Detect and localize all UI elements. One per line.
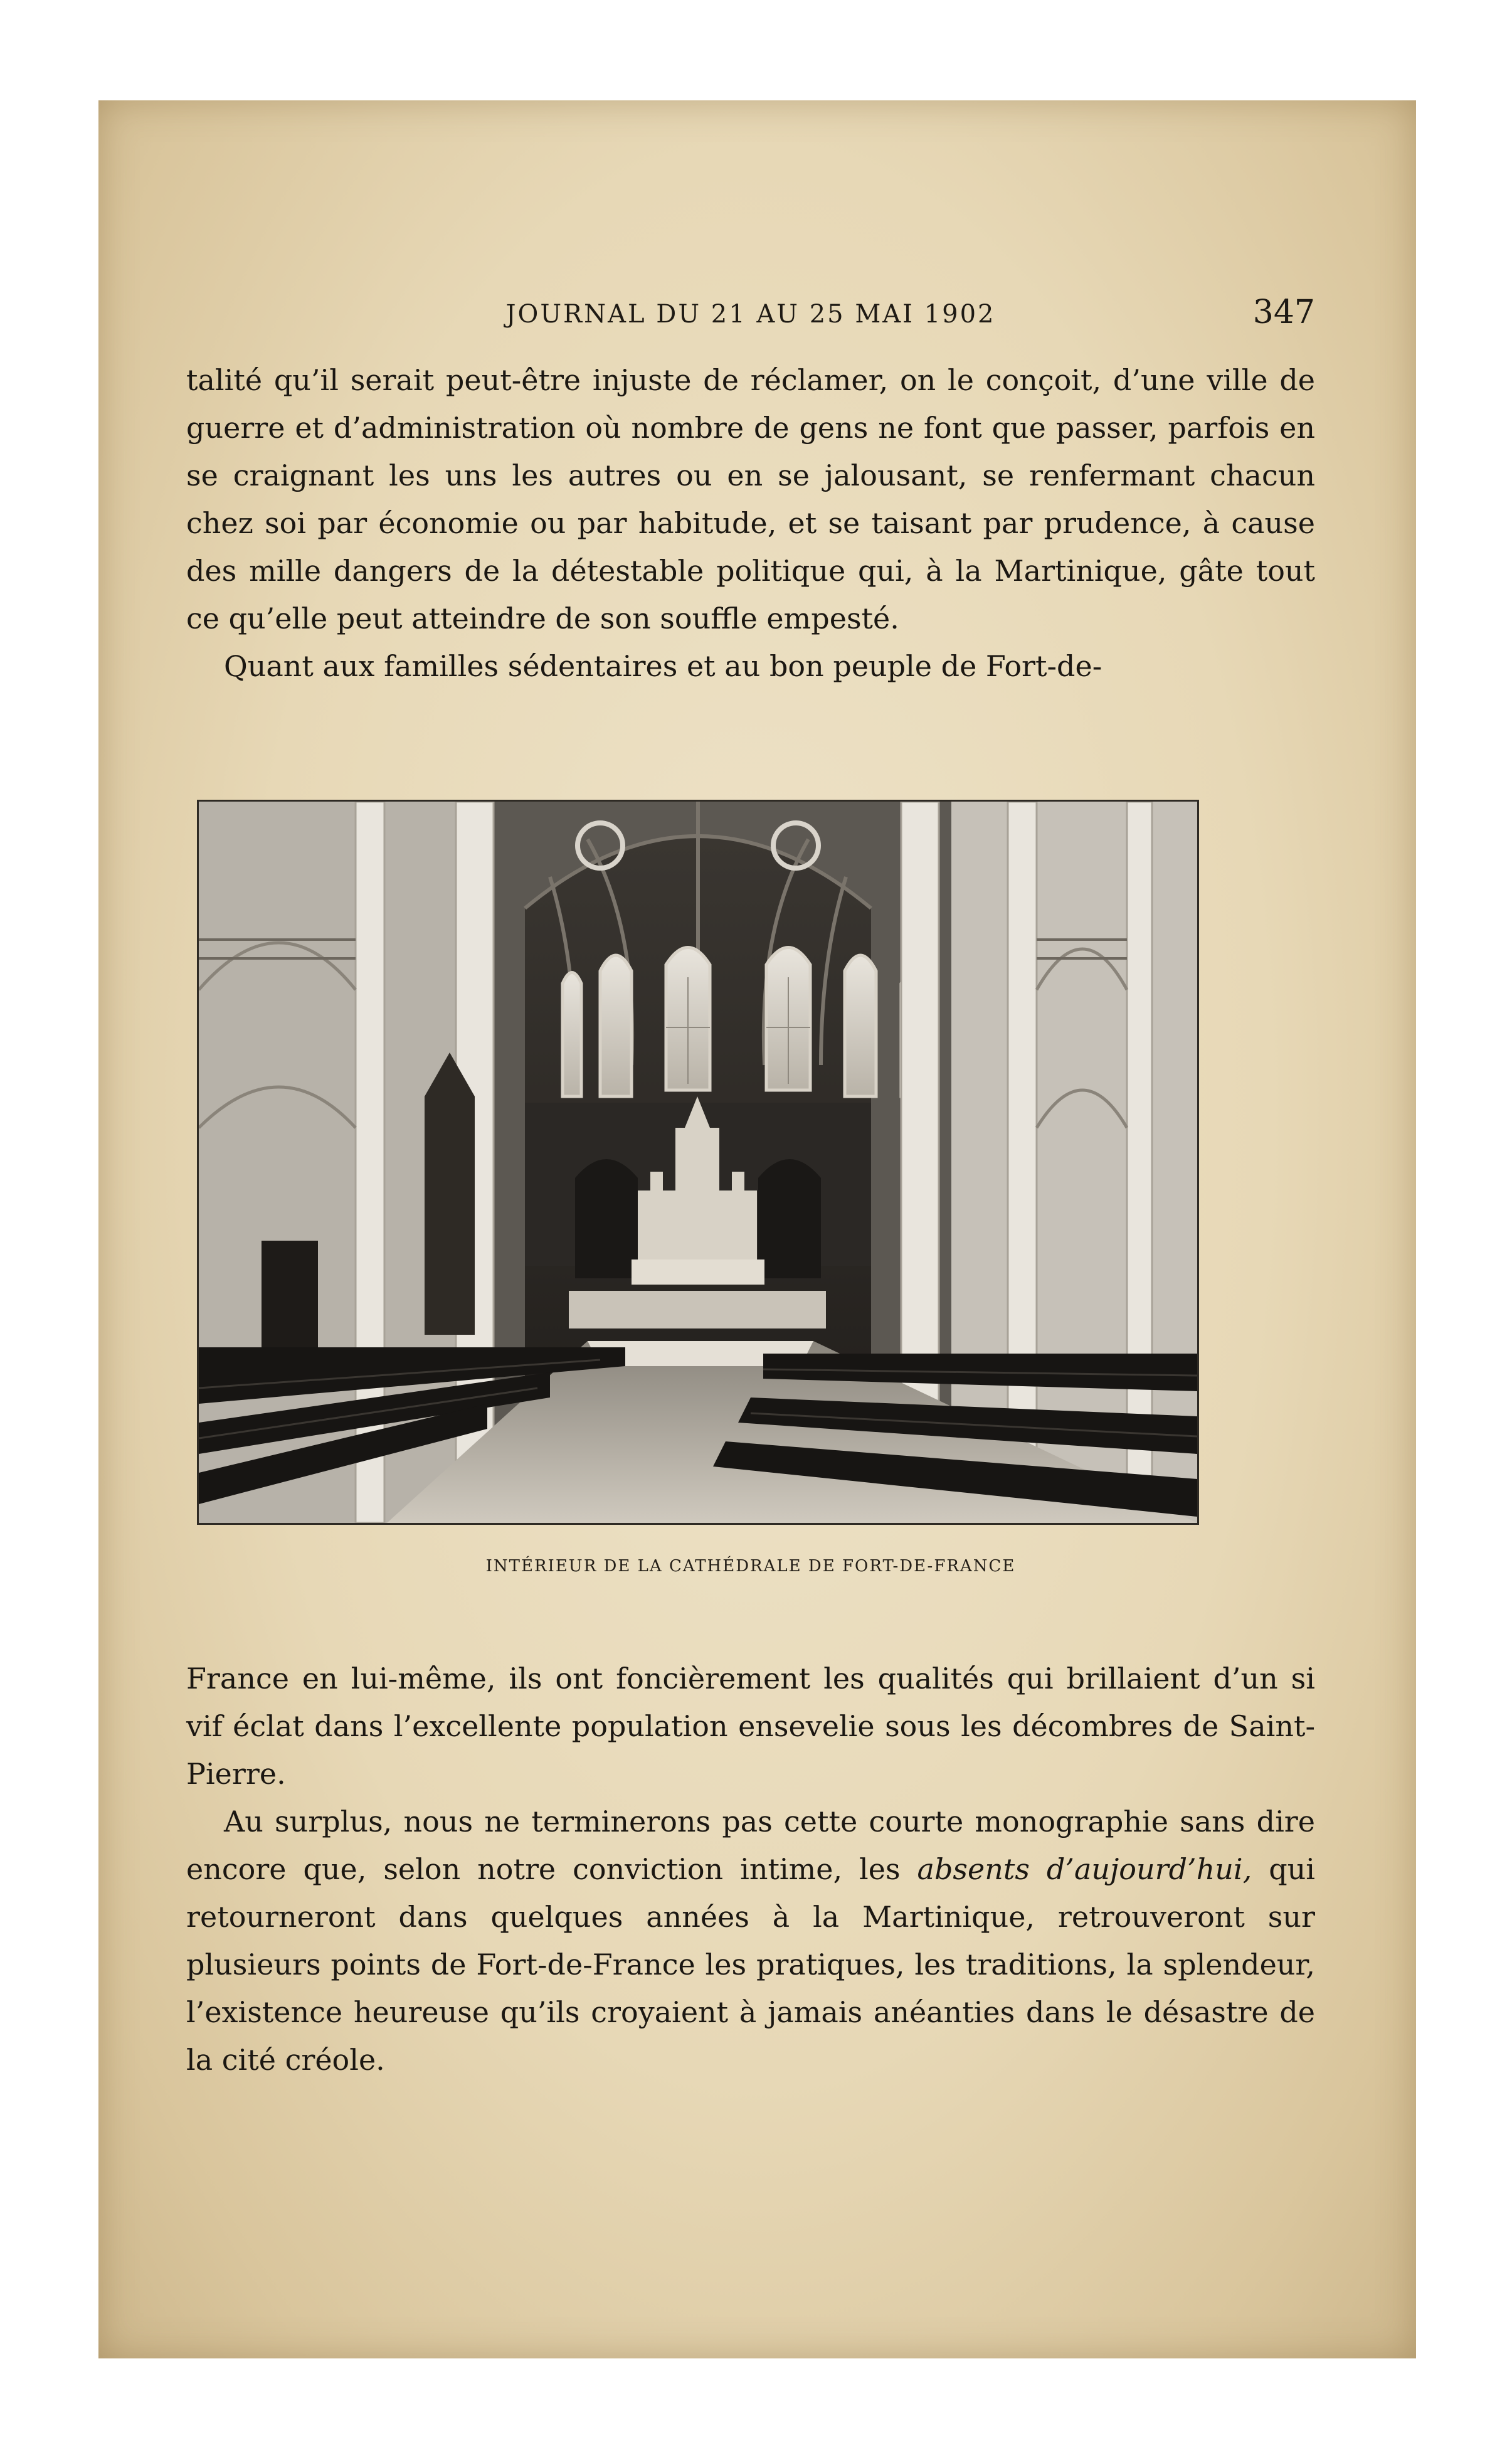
cathedral-interior-illustration (199, 802, 1197, 1523)
paragraph-fort-de-france: Quant aux familles sédentaires et au bon peuple de Fort-de- (224, 649, 1102, 683)
book-page (98, 100, 1416, 2358)
conclusion-text-end: qui retourneront dans quelques années à la Martinique, retrouveront sur plusieurs points de Fort-de-France les pratiques, les traditions, la splendeur, l’existence heureuse qu’ils croyaient à jamais anéanties dans le désastre de la cité créole. (186, 1852, 1315, 2077)
page-number: 347 (1252, 294, 1315, 331)
figure-caption: INTÉRIEUR DE LA CATHÉDRALE DE FORT-DE-FRANCE (485, 1557, 1016, 1576)
conclusion-italic-phrase: absents d’aujourd’hui, (917, 1852, 1252, 1886)
running-title: JOURNAL DU 21 AU 25 MAI 1902 (505, 300, 996, 329)
paragraph-qualities: France en lui-même, ils ont foncièrement les qualités qui brillaient d’un si vif éclat dans l’excellente population ensevelie sous les décombres de Saint-Pierre. (186, 1662, 1315, 1791)
running-head (186, 294, 1315, 331)
body-text-top (186, 356, 1315, 690)
paragraph-continuation: talité qu’il serait peut-être injuste de réclamer, on le conçoit, d’une ville de guerre et d’administration où nombre de gens ne font que passer, parfois en se craignant les uns les autres ou en se jalousant, se renfermant chacun chez soi par économie ou par habitude, et se taisant par prudence, à cause des mille dangers de la détestable politique qui, à la Martinique, gâte tout ce qu’elle peut atteindre de son souffle empesté. (186, 363, 1315, 635)
body-text-bottom (186, 1655, 1315, 2084)
cathedral-photograph (197, 800, 1199, 1525)
paragraph-conclusion (186, 1798, 1315, 2084)
conclusion-text-start: Au surplus, nous ne terminerons pas cette courte monographie sans dire encore que, selon notre conviction intime, les (186, 1805, 1315, 1886)
